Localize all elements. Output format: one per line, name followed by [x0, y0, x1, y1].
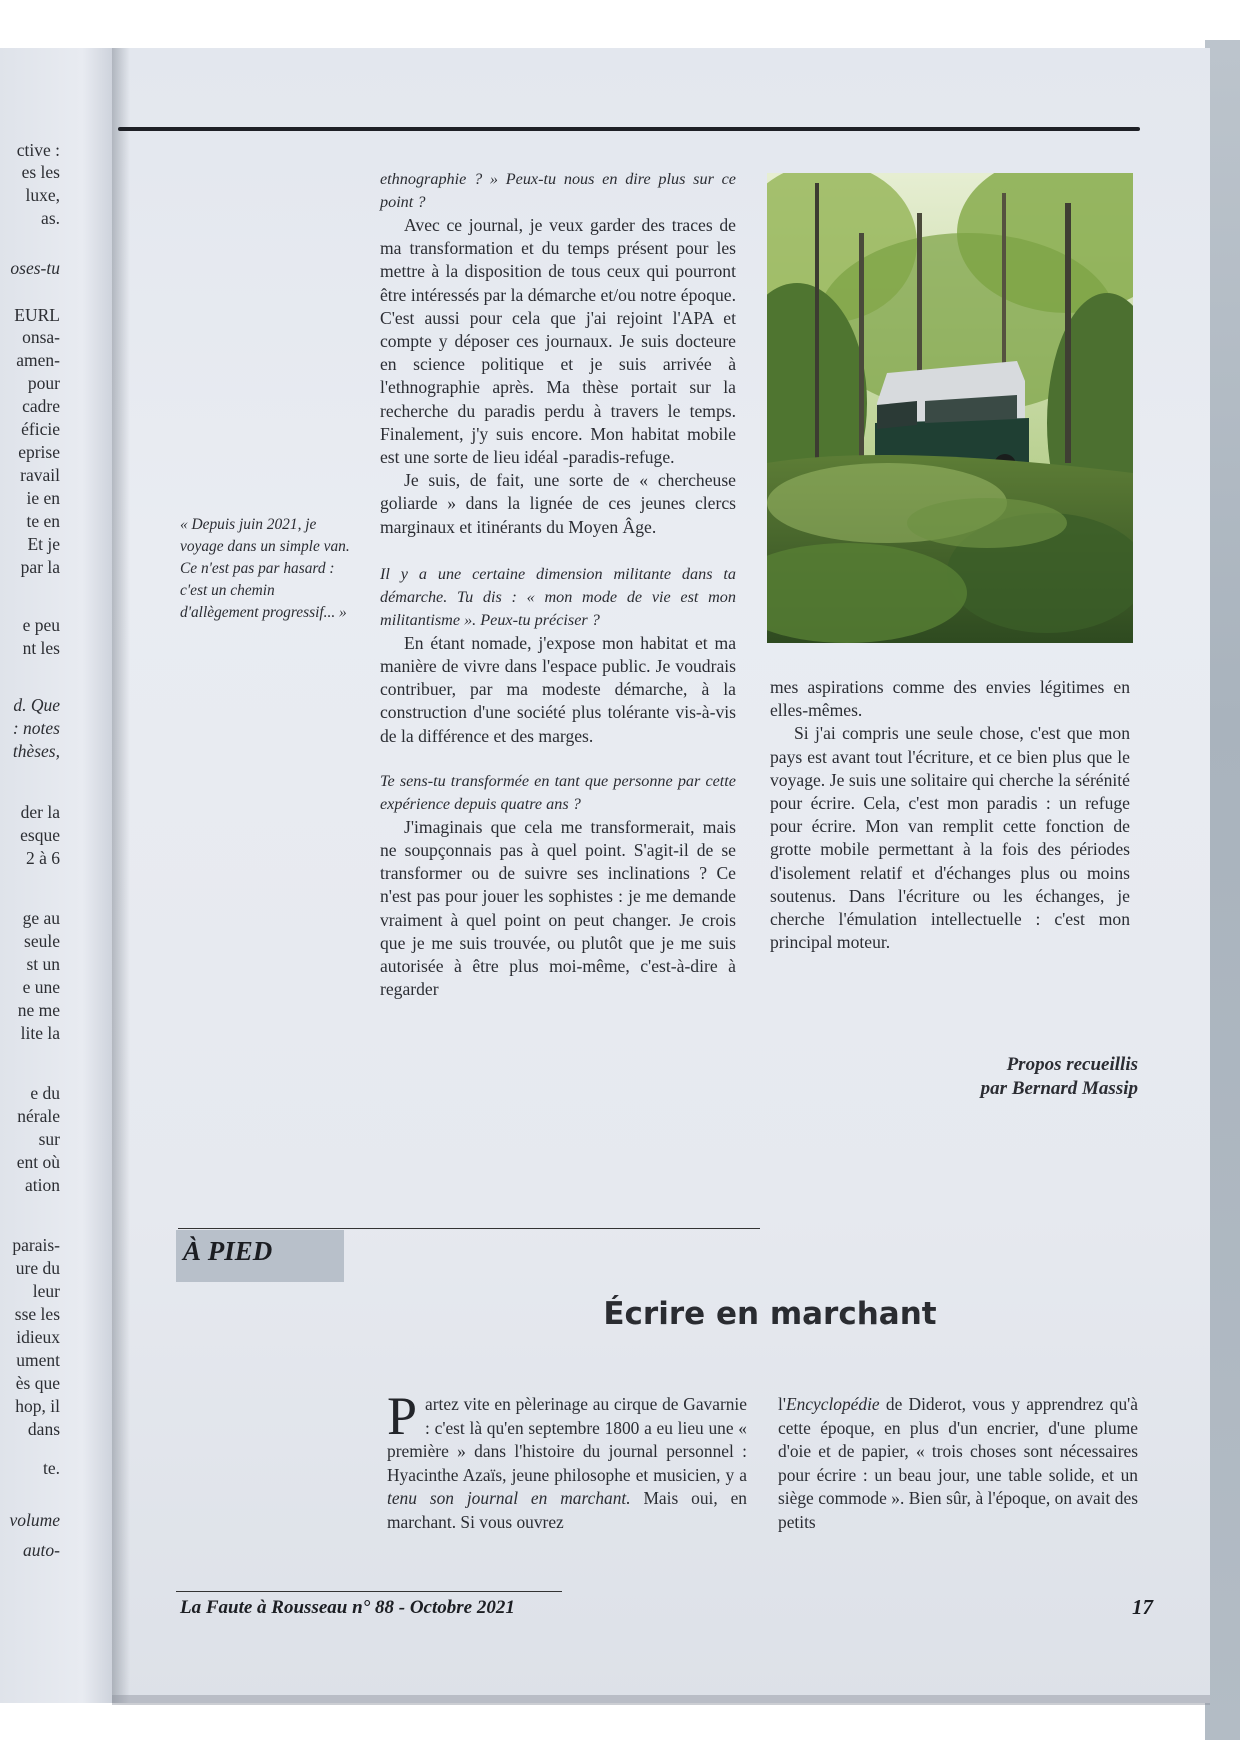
table-surface — [1205, 40, 1240, 1740]
previous-page-fragment: sse les — [14, 1304, 60, 1324]
signature: Propos recueillis par Bernard Massip — [980, 1054, 1138, 1099]
answer-2: En étant nomade, j'expose mon habitat et ma manière de vivre dans l'espace public. Je voudrais contribuer, par ma modeste démarche, à la construction d'une société plus tolérante vis-à-vis de la différence et des marges. — [380, 632, 736, 746]
previous-page-fragment: ctive : — [16, 140, 60, 160]
van-in-forest-photo — [767, 173, 1133, 643]
previous-page-fragment: idieux — [16, 1327, 60, 1347]
header-rule — [118, 127, 1140, 131]
previous-page-fragment: st un — [26, 954, 60, 974]
article-column-left: Partez vite en pèlerinage au cirque de Gavarnie : c'est là qu'en septembre 1800 a eu lieu une « première » dans l'histoire du journal personnel : Hyacinthe Azaïs, jeune philosophe et musicien, y a tenu son journal en marchant. Mais oui, en marchant. Si vous ouvrez — [387, 1386, 747, 1532]
previous-page-fragment: ie en — [26, 488, 60, 508]
previous-page-fragment: volume — [9, 1510, 60, 1530]
previous-page-fragment: cadre — [22, 396, 60, 416]
previous-page-fragment: seule — [24, 931, 60, 951]
previous-page-fragment: e une — [22, 977, 60, 997]
previous-page-fragment: es les — [21, 162, 60, 182]
previous-page-fragment: leur — [32, 1281, 60, 1301]
previous-page-fragment: éficie — [21, 419, 60, 439]
previous-page-fragment: sur — [38, 1129, 60, 1149]
previous-page-fragment: nt les — [22, 638, 60, 658]
previous-page-edge — [0, 48, 118, 1703]
previous-page-fragment: auto- — [23, 1540, 60, 1560]
previous-page-fragment: ure du — [15, 1258, 60, 1278]
previous-page-fragment: dans — [27, 1419, 60, 1439]
previous-page-fragment: ument — [16, 1350, 60, 1370]
previous-page-fragment: lite la — [20, 1023, 60, 1043]
article-column-right: l'Encyclopédie de Diderot, vous y apprendrez qu'à cette époque, en plus d'un encrier, d'une plume d'oie et de papier, « trois choses sont nécessaires pour écrire : un beau jour, une table solide, et un siège commode ». Bien sûr, à l'époque, on avait des petits — [778, 1394, 1138, 1532]
previous-page-fragment: pour — [27, 373, 60, 393]
previous-page-fragment: oses-tu — [10, 258, 60, 278]
previous-page-fragment: ès que — [15, 1373, 60, 1393]
previous-page-fragment: te. — [42, 1458, 60, 1478]
page-bottom-shadow — [112, 1695, 1210, 1705]
answer-1: Avec ce journal, je veux garder des traces de ma transformation et du temps présent pour les mettre à la disposition de tous ceux qui pourront être intéressés par la démarche et/ou notre époque. C'est aussi pour cela que j'ai rejoint l'APA et compte y déposer ces journaux. Je suis docteure en science politique et je suis arrivée à l'ethnographie après. Ma thèse portait sur la recherche du paradis perdu à travers le temps. Finalement, j'y suis encore. Mon habitat mobile est une sorte de lieu idéal -paradis-refuge. — [380, 215, 736, 468]
previous-page-fragment: ne me — [17, 1000, 60, 1020]
previous-page-fragment: d. Que — [13, 695, 60, 715]
question-1-tail: ethnographie ? » Peux-tu nous en dire plus sur ce point ? — [380, 170, 736, 211]
footer-publication: La Faute à Rousseau n° 88 - Octobre 2021 — [180, 1597, 515, 1618]
previous-page-fragment: der la — [20, 802, 60, 822]
previous-page-fragment: Et je — [27, 534, 60, 554]
previous-page-fragment: e du — [30, 1083, 60, 1103]
previous-page-fragment: 2 à 6 — [25, 848, 60, 868]
previous-page-fragment: ge au — [22, 908, 60, 928]
previous-page-fragment: onsa- — [22, 327, 60, 347]
previous-page-fragment: luxe, — [25, 185, 60, 205]
section-label: À PIED — [183, 1236, 273, 1266]
footer-rule — [176, 1591, 562, 1592]
pull-quote: « Depuis juin 2021, je voyage dans un simple van. Ce n'est pas par hasard : c'est un chemin d'allègement progressif... » — [180, 516, 350, 621]
previous-page-fragment: as. — [41, 208, 60, 228]
previous-page-fragment: hop, il — [15, 1396, 60, 1416]
previous-page-fragment: te en — [26, 511, 60, 531]
answer-3: J'imaginais que cela me transformerait, mais ne soupçonnais pas à quel point. S'agit-il de se transformer ou de suivre ses inclinations ? Ce n'est pas pour jouer les sophistes : je me demande vraiment à quel point on peut changer. Je crois que je me suis trouvée, ou plutôt que je me suis autorisée à être plus moi-même, c'est-à-dire à regarder — [380, 816, 736, 1000]
answer-3b: Si j'ai compris une seule chose, c'est que mon pays est avant tout l'écriture, et ce bien plus que le voyage. Je suis une solitaire qui cherche la sérénité pour écrire. Cela, c'est mon paradis : un refuge pour écrire. Mon van remplit cette fonction de grotte mobile permettant à la fois des périodes d'isolement relatif et d'échanges plus ou moins soutenus. Dans l'écriture ou les échanges, je cherche l'émulation intellectuelle : c'est mon principal moteur. — [770, 723, 1130, 953]
previous-page-fragment: amen- — [16, 350, 60, 370]
answer-1b: Je suis, de fait, une sorte de « chercheuse goliarde » dans la lignée de ces jeunes clercs marginaux et itinérants du Moyen Âge. — [380, 470, 736, 537]
previous-page-fragment: nérale — [17, 1106, 60, 1126]
previous-page-fragment: ation — [25, 1175, 60, 1195]
gutter-shadow — [112, 48, 130, 1703]
previous-page-fragment: eprise — [18, 442, 60, 462]
interview-column-left — [380, 168, 736, 1001]
previous-page-fragment: par la — [20, 557, 60, 577]
previous-page-fragment: : notes — [12, 718, 60, 738]
answer-3-continued: mes aspirations comme des envies légitimes en elles-mêmes. — [770, 677, 1130, 721]
previous-page-fragment: e peu — [22, 615, 60, 635]
drop-cap: P — [387, 1386, 418, 1446]
question-3: Te sens-tu transformée en tant que personne par cette expérience depuis quatre ans ? — [380, 771, 736, 813]
previous-page-fragment: parais- — [12, 1235, 60, 1255]
previous-page-fragment: ravail — [20, 465, 60, 485]
previous-page-fragment: thèses, — [12, 741, 60, 761]
interview-column-right — [770, 676, 1130, 954]
question-2: Il y a une certaine dimension militante dans ta démarche. Tu dis : « mon mode de vie est mon militantisme ». Peux-tu préciser ? — [380, 564, 736, 629]
previous-page-fragment: EURL — [14, 305, 60, 325]
article-title: Écrire en marchant — [603, 1296, 937, 1332]
page-number: 17 — [1132, 1595, 1153, 1619]
previous-page-fragment: ent où — [16, 1152, 60, 1172]
section-rule — [178, 1228, 760, 1229]
previous-page-fragment: esque — [20, 825, 60, 845]
